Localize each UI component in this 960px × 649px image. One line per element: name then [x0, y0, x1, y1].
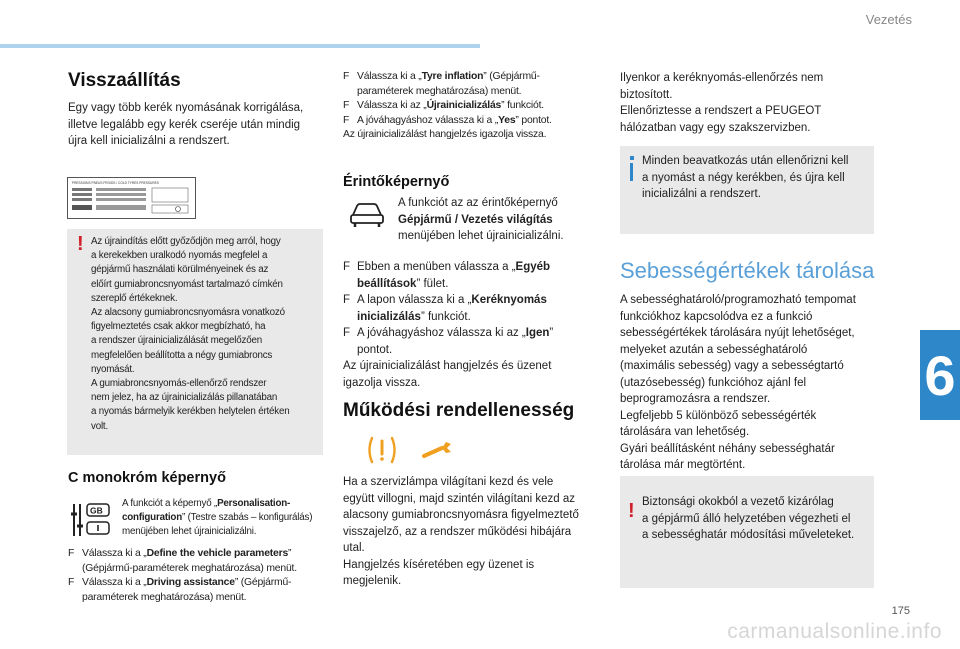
touchscreen-desc: A funkciót az az érintőképernyő Gépjármű / Vezetés világítás menüjében lehet újrainicializálni. — [398, 197, 564, 242]
warning-note — [67, 229, 323, 455]
arrow-bullet-icon: F — [343, 114, 350, 126]
chapter-tab: 6 — [920, 330, 960, 420]
watermark: carmanualsonline.info — [727, 620, 942, 643]
mono-screen-title: C monokróm képernyő — [68, 470, 226, 486]
info-note — [620, 146, 874, 234]
section-title: Vezetés — [865, 12, 912, 27]
svg-text:GB: GB — [90, 505, 103, 516]
tyre-label-graphic — [68, 178, 195, 218]
tyre-pressure-label-image — [67, 177, 196, 219]
reset-intro: Egy vagy több kerék nyomásának korrigálása, illetve legalább egy kerék cseréje után mindig újra kell inicializálni a rendszert. — [68, 102, 304, 147]
tyre-steps: F Válassza ki a „Tyre inflation” (Gépjármű- paraméterek meghatározása) menüt. F Válassza ki az „Újrainicializálás” funkciót. F A jóváhagyáshoz válassza ki a „Yes” pontot. Az újrainicializálást hangjelzés igazolja vissza. — [343, 71, 552, 141]
malfunction-continued: Ilyenkor a keréknyomás-ellenőrzés nem biztosított. Ellenőriztesse a rendszert a PEUGEOT hálózatban vagy egy szakszervizben. — [620, 72, 824, 134]
speed-memory-title: Sebességértékek tárolása — [620, 258, 875, 283]
mono-screen-desc: A funkciót a képernyő „Personalisation- configuration” (Testre szabás – konfigurálás) menüjében lehet újrainicializálni. — [122, 498, 313, 538]
info-text: Minden beavatkozás után ellenőrizni kell a nyomást a négy kerékben, és újra kell inicializálni a rendszert. — [642, 155, 849, 200]
keypad-gb-icon — [70, 500, 112, 540]
car-icon — [349, 200, 385, 228]
mono-steps: F Válassza ki a „Define the vehicle parameters” (Gépjármű-paraméterek meghatározása) menüt. F Válassza ki a „Driving assistance” (Gépjármű- paraméterek meghatározása) menüt. — [68, 548, 297, 603]
touchscreen-title: Érintőképernyő — [343, 174, 450, 190]
arrow-bullet-icon: F — [343, 294, 351, 306]
arrow-bullet-icon: F — [68, 548, 75, 559]
safety-warning-note — [620, 476, 874, 588]
warning-exclamation-icon: ! — [77, 233, 84, 255]
malfunction-text: Ha a szervizlámpa világítani kezd és vele együtt villogni, majd szintén világítani kezd az alacsony gumiabroncsnyomásra figyelmeztető visszajelző, az a rendszer működési hibájára utal. Hangjelzés kíséretében egy üzenet is megjelenik. — [343, 476, 579, 587]
arrow-bullet-icon: F — [343, 327, 351, 339]
header-accent-bar — [0, 44, 480, 48]
safety-warning-text: Biztonsági okokból a vezető kizárólag a gépjármű álló helyzetében végezheti el a sebességhatár módosítási műveleteket. — [642, 496, 855, 541]
reset-title: Visszaállítás — [68, 70, 181, 91]
info-icon-dot — [630, 156, 634, 160]
page-number: 175 — [891, 605, 910, 617]
warning-text: Az újraindítás előtt győződjön meg arról, hogy a kerekekben uralkodó nyomás megfelel a gépjármű használati körülményeinek és az előírt gumiabroncsnyomást tartalmazó címkén szereplő értékeknek. Az alacsony gumiabroncsnyomásra vonatkozó figyelmeztetés csak akkor megbízható, ha a rendszer újrainicializálását megelőzően megfelelően beállította a négy gumiabroncs nyomását. A gumiabroncsnyomás-ellenőrző rendszer nem jelez, ha az újrainicializálás pillanatában a nyomás bármelyik kerékben helytelen értéken volt. — [91, 236, 290, 432]
arrow-bullet-icon: F — [68, 577, 75, 589]
tyre-pressure-warning-icon — [365, 435, 399, 465]
touchscreen-steps: F Ebben a menüben válassza a „Egyéb beállítások” fület. F A lapon válassza ki a „Keréknyomás inicializálás” funkciót. F A jóváhagyáshoz válassza ki az „Igen” pontot. Az újrainicializálást hangjelzés és üzenet igazolja vissza. — [343, 261, 554, 389]
arrow-bullet-icon: F — [343, 261, 351, 273]
warning-exclamation-icon: ! — [628, 500, 635, 522]
arrow-bullet-icon: F — [343, 71, 350, 82]
speed-memory-text: A sebességhatároló/programozható tempomat funkciókhoz kapcsolódva ez a funkció sebességértékek tárolására nyújt lehetőséget, melyeket azután a sebességhatároló (maximális sebesség) vagy a sebességtartó (utazósebesség) funkcióhoz ajánl fel beprogramozásra a rendszer. Legfeljebb 5 különböző sebességérték tárolására van lehetőség. Gyári beállításként néhány sebességhatár tárolása már megtörtént. — [620, 294, 856, 471]
label-header-text: PRESSIONS PNEUS FROIDS / COLD TYRES PRESSURES — [72, 181, 159, 185]
info-icon-bar — [630, 163, 633, 181]
service-wrench-icon — [420, 438, 454, 462]
malfunction-title: Működési rendellenesség — [343, 400, 575, 421]
arrow-bullet-icon: F — [343, 100, 350, 112]
